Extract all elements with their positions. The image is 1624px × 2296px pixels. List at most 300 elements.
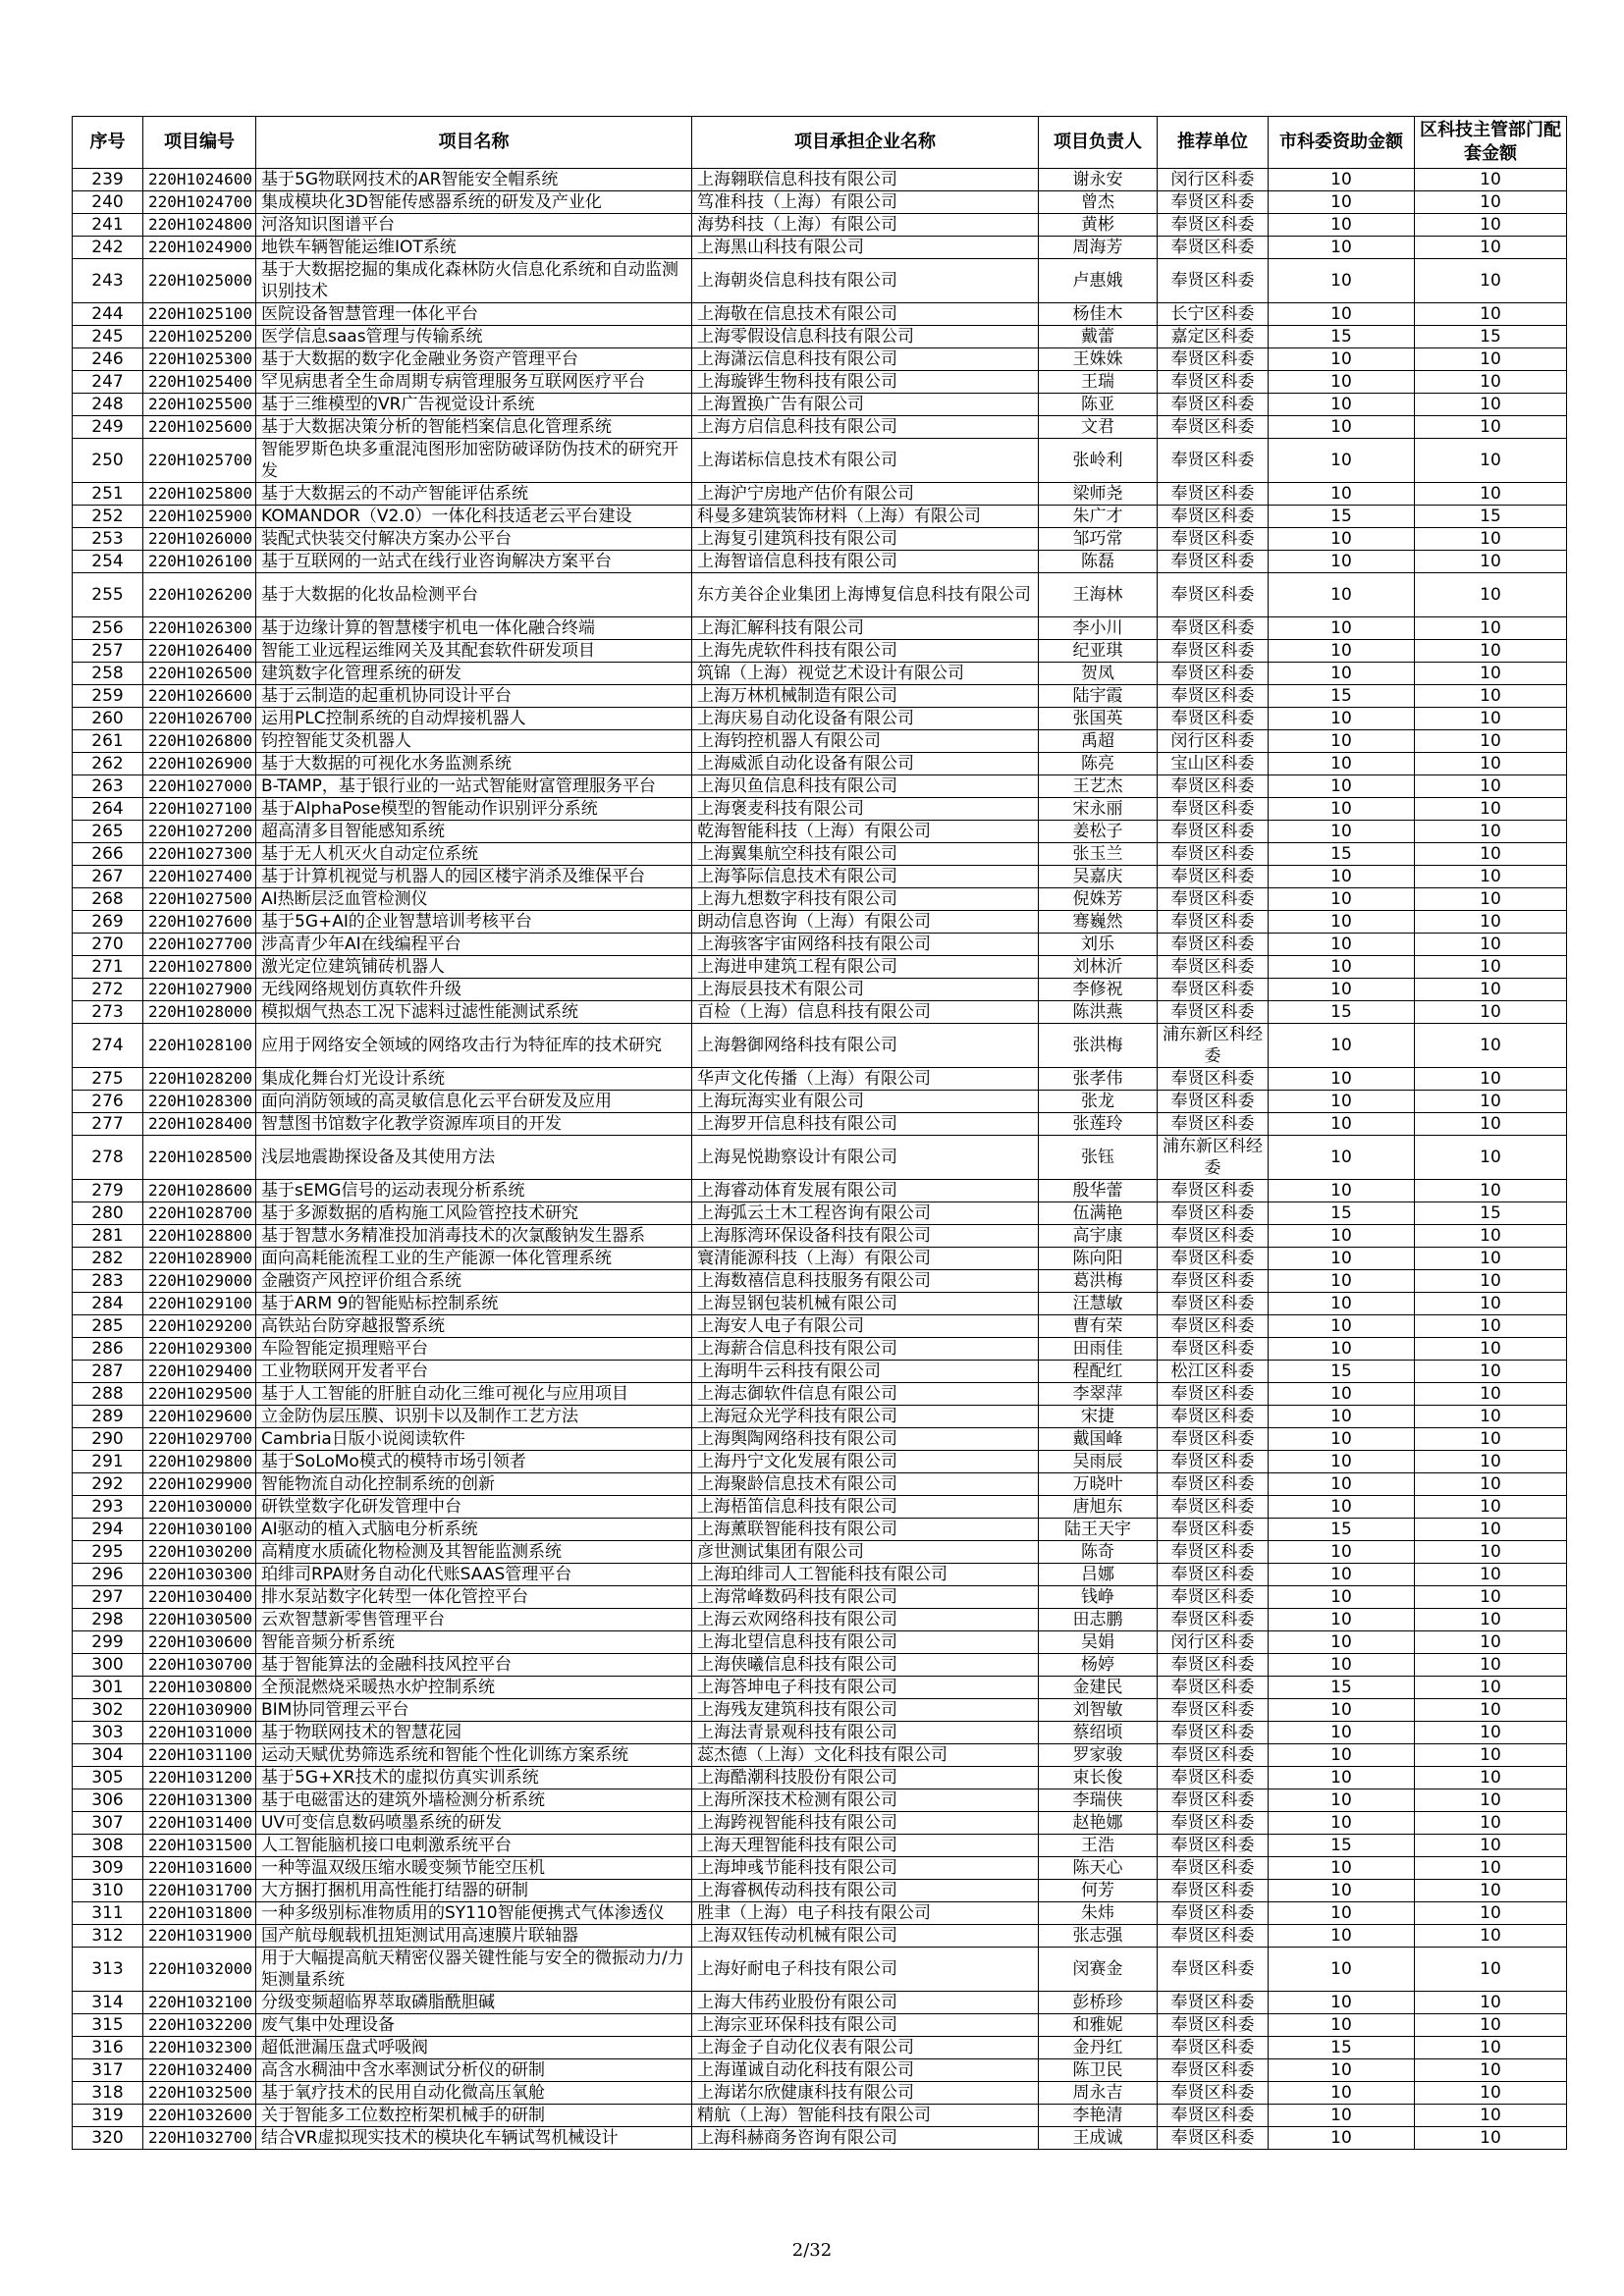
cell-project-code: 220H1026600 <box>143 685 256 708</box>
cell-leader: 戴国峰 <box>1039 1428 1158 1451</box>
table-row <box>73 326 1567 348</box>
cell-company: 上海薰联智能科技有限公司 <box>692 1519 1039 1541</box>
cell-city-funding: 10 <box>1269 394 1415 416</box>
cell-city-funding: 10 <box>1269 1699 1415 1722</box>
cell-project-code: 220H1027800 <box>143 956 256 979</box>
cell-recommender: 奉贤区科委 <box>1158 798 1269 821</box>
cell-city-funding: 10 <box>1269 191 1415 214</box>
cell-project-code: 220H1030300 <box>143 1564 256 1586</box>
cell-company: 上海钧控机器人有限公司 <box>692 730 1039 753</box>
cell-recommender: 奉贤区科委 <box>1158 1451 1269 1473</box>
table-row <box>73 1315 1567 1338</box>
cell-recommender: 奉贤区科委 <box>1158 1880 1269 1902</box>
cell-city-funding: 10 <box>1269 1136 1415 1180</box>
cell-leader: 田志鹏 <box>1039 1609 1158 1631</box>
table-row <box>73 573 1567 617</box>
cell-city-funding: 10 <box>1269 2127 1415 2150</box>
cell-leader: 李小川 <box>1039 617 1158 640</box>
cell-company: 上海睿动体育发展有限公司 <box>692 1180 1039 1202</box>
cell-index: 263 <box>73 775 143 798</box>
cell-district-funding: 10 <box>1415 394 1567 416</box>
table-row <box>73 843 1567 866</box>
table-row <box>73 1722 1567 1744</box>
table-row <box>73 259 1567 303</box>
cell-index: 300 <box>73 1654 143 1677</box>
cell-leader: 周海芳 <box>1039 237 1158 259</box>
cell-district-funding: 10 <box>1415 730 1567 753</box>
cell-leader: 陈洪燕 <box>1039 1001 1158 1024</box>
cell-district-funding: 10 <box>1415 1383 1567 1406</box>
cell-project-name: 集成模块化3D智能传感器系统的研发及产业化 <box>256 191 692 214</box>
cell-district-funding: 10 <box>1415 2014 1567 2037</box>
cell-index: 247 <box>73 371 143 394</box>
table-row <box>73 2014 1567 2037</box>
cell-leader: 王姝姝 <box>1039 348 1158 371</box>
cell-recommender: 浦东新区科经委 <box>1158 1136 1269 1180</box>
cell-project-name: 医学信息saas管理与传输系统 <box>256 326 692 348</box>
cell-company: 上海跨视智能科技有限公司 <box>692 1812 1039 1835</box>
cell-city-funding: 10 <box>1269 1383 1415 1406</box>
cell-recommender: 奉贤区科委 <box>1158 956 1269 979</box>
cell-project-name: 结合VR虚拟现实技术的模块化车辆试驾机械设计 <box>256 2127 692 2150</box>
cell-city-funding: 10 <box>1269 1451 1415 1473</box>
cell-leader: 李瑞侠 <box>1039 1789 1158 1812</box>
cell-index: 285 <box>73 1315 143 1338</box>
cell-city-funding: 10 <box>1269 573 1415 617</box>
table-row <box>73 1744 1567 1767</box>
cell-project-name: 基于边缘计算的智慧楼宇机电一体化融合终端 <box>256 617 692 640</box>
cell-project-code: 220H1026700 <box>143 708 256 730</box>
table-row <box>73 1473 1567 1496</box>
cell-district-funding: 10 <box>1415 1789 1567 1812</box>
cell-city-funding: 10 <box>1269 1068 1415 1091</box>
cell-district-funding: 10 <box>1415 1451 1567 1473</box>
cell-project-name: 应用于网络安全领域的网络攻击行为特征库的技术研究 <box>256 1024 692 1068</box>
cell-district-funding: 10 <box>1415 1541 1567 1564</box>
cell-leader: 吴雨辰 <box>1039 1451 1158 1473</box>
cell-recommender: 奉贤区科委 <box>1158 1406 1269 1428</box>
cell-project-name: 智能物流自动化控制系统的创新 <box>256 1473 692 1496</box>
cell-city-funding: 15 <box>1269 1202 1415 1225</box>
table-row <box>73 483 1567 506</box>
cell-district-funding: 10 <box>1415 416 1567 439</box>
cell-company: 上海璇铧生物科技有限公司 <box>692 371 1039 394</box>
cell-district-funding: 10 <box>1415 1564 1567 1586</box>
cell-city-funding: 10 <box>1269 1767 1415 1789</box>
cell-project-name: 面向消防领域的高灵敏信息化云平台研发及应用 <box>256 1091 692 1113</box>
cell-project-code: 220H1026500 <box>143 663 256 685</box>
cell-district-funding: 10 <box>1415 1091 1567 1113</box>
table-row <box>73 528 1567 551</box>
cell-district-funding: 10 <box>1415 1586 1567 1609</box>
cell-company: 上海玩海实业有限公司 <box>692 1091 1039 1113</box>
cell-leader: 李翠萍 <box>1039 1383 1158 1406</box>
cell-company: 上海罗开信息科技有限公司 <box>692 1113 1039 1136</box>
table-row <box>73 2037 1567 2059</box>
cell-project-code: 220H1028800 <box>143 1225 256 1248</box>
cell-project-name: 超高清多目智能感知系统 <box>256 821 692 843</box>
cell-index: 260 <box>73 708 143 730</box>
cell-company: 上海先虎软件科技有限公司 <box>692 640 1039 663</box>
cell-index: 297 <box>73 1586 143 1609</box>
cell-project-code: 220H1031800 <box>143 1902 256 1925</box>
cell-company: 乾海智能科技（上海）有限公司 <box>692 821 1039 843</box>
cell-district-funding: 10 <box>1415 1473 1567 1496</box>
cell-city-funding: 10 <box>1269 1338 1415 1361</box>
cell-recommender: 奉贤区科委 <box>1158 348 1269 371</box>
table-row <box>73 1451 1567 1473</box>
cell-index: 256 <box>73 617 143 640</box>
cell-recommender: 奉贤区科委 <box>1158 934 1269 956</box>
cell-city-funding: 10 <box>1269 1812 1415 1835</box>
cell-leader: 李修祝 <box>1039 979 1158 1001</box>
cell-leader: 梁师尧 <box>1039 483 1158 506</box>
cell-index: 266 <box>73 843 143 866</box>
cell-company: 上海威派自动化设备有限公司 <box>692 753 1039 775</box>
cell-project-code: 220H1028900 <box>143 1248 256 1270</box>
cell-recommender: 奉贤区科委 <box>1158 1519 1269 1541</box>
cell-index: 248 <box>73 394 143 416</box>
cell-project-code: 220H1028000 <box>143 1001 256 1024</box>
cell-city-funding: 10 <box>1269 348 1415 371</box>
cell-leader: 张国英 <box>1039 708 1158 730</box>
cell-district-funding: 10 <box>1415 214 1567 237</box>
cell-company: 上海零假设信息科技有限公司 <box>692 326 1039 348</box>
cell-project-code: 220H1026400 <box>143 640 256 663</box>
cell-company: 上海金子自动化仪表有限公司 <box>692 2037 1039 2059</box>
cell-index: 262 <box>73 753 143 775</box>
cell-recommender: 奉贤区科委 <box>1158 1202 1269 1225</box>
table-row <box>73 1248 1567 1270</box>
cell-leader: 黄彬 <box>1039 214 1158 237</box>
cell-recommender: 奉贤区科委 <box>1158 1338 1269 1361</box>
cell-project-code: 220H1028200 <box>143 1068 256 1091</box>
cell-district-funding: 10 <box>1415 934 1567 956</box>
cell-index: 274 <box>73 1024 143 1068</box>
cell-leader: 何芳 <box>1039 1880 1158 1902</box>
cell-company: 上海汇解科技有限公司 <box>692 617 1039 640</box>
cell-recommender: 奉贤区科委 <box>1158 1744 1269 1767</box>
cell-recommender: 奉贤区科委 <box>1158 1767 1269 1789</box>
cell-index: 271 <box>73 956 143 979</box>
cell-recommender: 奉贤区科委 <box>1158 483 1269 506</box>
cell-leader: 王瑞 <box>1039 371 1158 394</box>
cell-project-name: 基于智慧水务精准投加消毒技术的次氯酸钠发生器系 <box>256 1225 692 1248</box>
cell-project-code: 220H1025200 <box>143 326 256 348</box>
cell-city-funding: 10 <box>1269 1857 1415 1880</box>
cell-project-code: 220H1028500 <box>143 1136 256 1180</box>
cell-leader: 程配红 <box>1039 1361 1158 1383</box>
cell-city-funding: 10 <box>1269 934 1415 956</box>
cell-leader: 和雅妮 <box>1039 2014 1158 2037</box>
table-row <box>73 1541 1567 1564</box>
cell-company: 上海梧笛信息科技有限公司 <box>692 1496 1039 1519</box>
cell-project-code: 220H1024900 <box>143 237 256 259</box>
cell-district-funding: 10 <box>1415 169 1567 191</box>
cell-project-name: 基于大数据的化妆品检测平台 <box>256 573 692 617</box>
cell-city-funding: 10 <box>1269 1789 1415 1812</box>
cell-district-funding: 10 <box>1415 551 1567 573</box>
cell-city-funding: 10 <box>1269 1315 1415 1338</box>
cell-index: 298 <box>73 1609 143 1631</box>
cell-leader: 曾杰 <box>1039 191 1158 214</box>
cell-project-code: 220H1028600 <box>143 1180 256 1202</box>
cell-leader: 王艺杰 <box>1039 775 1158 798</box>
cell-project-code: 220H1027100 <box>143 798 256 821</box>
table-row <box>73 169 1567 191</box>
cell-leader: 谢永安 <box>1039 169 1158 191</box>
cell-company: 上海舆陶网络科技有限公司 <box>692 1428 1039 1451</box>
cell-company: 蕊杰德（上海）文化科技有限公司 <box>692 1744 1039 1767</box>
cell-district-funding: 10 <box>1415 1609 1567 1631</box>
cell-district-funding: 10 <box>1415 911 1567 934</box>
cell-recommender: 奉贤区科委 <box>1158 663 1269 685</box>
cell-city-funding: 15 <box>1269 685 1415 708</box>
cell-city-funding: 10 <box>1269 439 1415 483</box>
cell-leader: 吴嘉庆 <box>1039 866 1158 888</box>
cell-project-name: 基于云制造的起重机协同设计平台 <box>256 685 692 708</box>
cell-district-funding: 10 <box>1415 1722 1567 1744</box>
cell-district-funding: 10 <box>1415 956 1567 979</box>
cell-company: 上海残友建筑科技有限公司 <box>692 1699 1039 1722</box>
cell-leader: 钱峥 <box>1039 1586 1158 1609</box>
cell-index: 304 <box>73 1744 143 1767</box>
table-row <box>73 1293 1567 1315</box>
cell-company: 上海晃悦勘察设计有限公司 <box>692 1136 1039 1180</box>
cell-district-funding: 10 <box>1415 640 1567 663</box>
table-row <box>73 911 1567 934</box>
cell-project-name: AI驱动的植入式脑电分析系统 <box>256 1519 692 1541</box>
cell-project-name: 超低泄漏压盘式呼吸阀 <box>256 2037 692 2059</box>
table-row <box>73 348 1567 371</box>
cell-company: 上海双钰传动机械有限公司 <box>692 1925 1039 1948</box>
project-table <box>72 116 1567 2150</box>
cell-recommender: 长宁区科委 <box>1158 303 1269 326</box>
cell-company: 上海诺尔欣健康科技有限公司 <box>692 2082 1039 2105</box>
cell-project-code: 220H1025000 <box>143 259 256 303</box>
cell-recommender: 奉贤区科委 <box>1158 617 1269 640</box>
cell-recommender: 奉贤区科委 <box>1158 685 1269 708</box>
cell-city-funding: 10 <box>1269 1248 1415 1270</box>
cell-district-funding: 10 <box>1415 259 1567 303</box>
cell-city-funding: 10 <box>1269 866 1415 888</box>
cell-recommender: 奉贤区科委 <box>1158 1857 1269 1880</box>
table-row <box>73 1609 1567 1631</box>
cell-recommender: 浦东新区科经委 <box>1158 1024 1269 1068</box>
header-company: 项目承担企业名称 <box>692 117 1039 169</box>
cell-city-funding: 10 <box>1269 1113 1415 1136</box>
table-row <box>73 1699 1567 1722</box>
table-row <box>73 237 1567 259</box>
cell-project-name: 基于ARM 9的智能贴标控制系统 <box>256 1293 692 1315</box>
cell-project-name: 基于5G物联网技术的AR智能安全帽系统 <box>256 169 692 191</box>
cell-company: 上海置换广告有限公司 <box>692 394 1039 416</box>
cell-project-code: 220H1032200 <box>143 2014 256 2037</box>
cell-project-code: 220H1031400 <box>143 1812 256 1835</box>
table-row <box>73 303 1567 326</box>
cell-leader: 纪亚琪 <box>1039 640 1158 663</box>
cell-leader: 贺凤 <box>1039 663 1158 685</box>
cell-project-code: 220H1027700 <box>143 934 256 956</box>
cell-company: 上海常峰数码科技有限公司 <box>692 1586 1039 1609</box>
table-row <box>73 1789 1567 1812</box>
cell-project-name: 基于无人机灭火自动定位系统 <box>256 843 692 866</box>
cell-city-funding: 10 <box>1269 1609 1415 1631</box>
cell-city-funding: 10 <box>1269 371 1415 394</box>
cell-city-funding: 10 <box>1269 708 1415 730</box>
cell-company: 上海沪宁房地产估价有限公司 <box>692 483 1039 506</box>
cell-city-funding: 10 <box>1269 1428 1415 1451</box>
cell-recommender: 奉贤区科委 <box>1158 1315 1269 1338</box>
cell-index: 275 <box>73 1068 143 1091</box>
table-row <box>73 1812 1567 1835</box>
cell-project-code: 220H1029200 <box>143 1315 256 1338</box>
cell-company: 朗动信息咨询（上海）有限公司 <box>692 911 1039 934</box>
cell-index: 302 <box>73 1699 143 1722</box>
cell-city-funding: 10 <box>1269 1225 1415 1248</box>
cell-district-funding: 10 <box>1415 821 1567 843</box>
cell-recommender: 奉贤区科委 <box>1158 1925 1269 1948</box>
cell-project-name: 智能音频分析系统 <box>256 1631 692 1654</box>
cell-project-name: 珀绯司RPA财务自动化代账SAAS管理平台 <box>256 1564 692 1586</box>
cell-company: 上海数禧信息科技服务有限公司 <box>692 1270 1039 1293</box>
cell-district-funding: 10 <box>1415 1248 1567 1270</box>
cell-index: 239 <box>73 169 143 191</box>
cell-project-name: 面向高耗能流程工业的生产能源一体化管理系统 <box>256 1248 692 1270</box>
header-city-funding: 市科委资助金额 <box>1269 117 1415 169</box>
cell-project-code: 220H1027000 <box>143 775 256 798</box>
cell-index: 244 <box>73 303 143 326</box>
cell-city-funding: 10 <box>1269 1925 1415 1948</box>
cell-project-name: 模拟烟气热态工况下滤料过滤性能测试系统 <box>256 1001 692 1024</box>
cell-company: 上海方启信息科技有限公司 <box>692 416 1039 439</box>
cell-company: 上海昱钢包装机械有限公司 <box>692 1293 1039 1315</box>
cell-project-name: 云欢智慧新零售管理平台 <box>256 1609 692 1631</box>
cell-leader: 张孝伟 <box>1039 1068 1158 1091</box>
cell-city-funding: 10 <box>1269 753 1415 775</box>
cell-leader: 曹有荣 <box>1039 1315 1158 1338</box>
cell-city-funding: 10 <box>1269 1564 1415 1586</box>
cell-city-funding: 10 <box>1269 617 1415 640</box>
cell-index: 287 <box>73 1361 143 1383</box>
cell-leader: 张志强 <box>1039 1925 1158 1948</box>
cell-recommender: 奉贤区科委 <box>1158 214 1269 237</box>
cell-leader: 张岭利 <box>1039 439 1158 483</box>
cell-project-code: 220H1030600 <box>143 1631 256 1654</box>
cell-company: 上海万林机械制造有限公司 <box>692 685 1039 708</box>
table-header-row <box>73 117 1567 169</box>
cell-city-funding: 10 <box>1269 888 1415 911</box>
cell-project-name: 基于物联网技术的智慧花园 <box>256 1722 692 1744</box>
table-row <box>73 1383 1567 1406</box>
cell-city-funding: 10 <box>1269 1024 1415 1068</box>
cell-district-funding: 10 <box>1415 1361 1567 1383</box>
cell-project-name: KOMANDOR（V2.0）一体化科技适老云平台建设 <box>256 506 692 528</box>
table-row <box>73 821 1567 843</box>
cell-leader: 王海林 <box>1039 573 1158 617</box>
cell-recommender: 奉贤区科委 <box>1158 911 1269 934</box>
cell-recommender: 松江区科委 <box>1158 1361 1269 1383</box>
cell-project-code: 220H1029600 <box>143 1406 256 1428</box>
cell-company: 上海庆易自动化设备有限公司 <box>692 708 1039 730</box>
cell-city-funding: 15 <box>1269 326 1415 348</box>
cell-project-name: 基于SoLoMo模式的模特市场引领者 <box>256 1451 692 1473</box>
table-row <box>73 1406 1567 1428</box>
table-row <box>73 1024 1567 1068</box>
cell-city-funding: 10 <box>1269 821 1415 843</box>
cell-district-funding: 10 <box>1415 1270 1567 1293</box>
cell-index: 240 <box>73 191 143 214</box>
cell-recommender: 奉贤区科委 <box>1158 1001 1269 1024</box>
cell-leader: 张龙 <box>1039 1091 1158 1113</box>
cell-project-name: 全预混燃烧采暖热水炉控制系统 <box>256 1677 692 1699</box>
cell-project-name: BIM协同管理云平台 <box>256 1699 692 1722</box>
cell-city-funding: 15 <box>1269 1835 1415 1857</box>
cell-leader: 彭桥珍 <box>1039 1992 1158 2014</box>
table-row <box>73 1068 1567 1091</box>
cell-city-funding: 10 <box>1269 1091 1415 1113</box>
cell-index: 251 <box>73 483 143 506</box>
cell-recommender: 奉贤区科委 <box>1158 1677 1269 1699</box>
cell-project-name: 排水泵站数字化转型一体化管控平台 <box>256 1586 692 1609</box>
cell-index: 253 <box>73 528 143 551</box>
cell-leader: 陈磊 <box>1039 551 1158 573</box>
cell-project-name: 基于大数据决策分析的智能档案信息化管理系统 <box>256 416 692 439</box>
cell-index: 286 <box>73 1338 143 1361</box>
header-project-code: 项目编号 <box>143 117 256 169</box>
cell-project-name: 基于智能算法的金融科技风控平台 <box>256 1654 692 1677</box>
cell-leader: 宋捷 <box>1039 1406 1158 1428</box>
cell-leader: 文君 <box>1039 416 1158 439</box>
cell-district-funding: 10 <box>1415 1225 1567 1248</box>
table-row <box>73 1496 1567 1519</box>
cell-leader: 陈亮 <box>1039 753 1158 775</box>
cell-project-name: 立金防伪层压膜、识别卡以及制作工艺方法 <box>256 1406 692 1428</box>
cell-project-code: 220H1025100 <box>143 303 256 326</box>
header-district-funding: 区科技主管部门配套金额 <box>1415 117 1567 169</box>
cell-city-funding: 10 <box>1269 2082 1415 2105</box>
cell-project-code: 220H1027400 <box>143 866 256 888</box>
cell-company: 上海磐御网络科技有限公司 <box>692 1024 1039 1068</box>
table-row <box>73 1001 1567 1024</box>
cell-index: 245 <box>73 326 143 348</box>
table-row <box>73 640 1567 663</box>
cell-project-name: 一种等温双级压缩水暖变频节能空压机 <box>256 1857 692 1880</box>
cell-leader: 蔡绍顷 <box>1039 1722 1158 1744</box>
cell-index: 283 <box>73 1270 143 1293</box>
cell-index: 272 <box>73 979 143 1001</box>
cell-project-code: 220H1024600 <box>143 169 256 191</box>
cell-city-funding: 10 <box>1269 1541 1415 1564</box>
cell-company: 上海法青景观科技有限公司 <box>692 1722 1039 1744</box>
cell-index: 279 <box>73 1180 143 1202</box>
cell-recommender: 奉贤区科委 <box>1158 1699 1269 1722</box>
cell-leader: 周永吉 <box>1039 2082 1158 2105</box>
cell-district-funding: 10 <box>1415 303 1567 326</box>
cell-leader: 田雨佳 <box>1039 1338 1158 1361</box>
cell-leader: 卢惠娥 <box>1039 259 1158 303</box>
cell-leader: 张玉兰 <box>1039 843 1158 866</box>
cell-project-code: 220H1032600 <box>143 2105 256 2127</box>
cell-city-funding: 10 <box>1269 551 1415 573</box>
cell-leader: 吕娜 <box>1039 1564 1158 1586</box>
cell-leader: 伍满艳 <box>1039 1202 1158 1225</box>
cell-project-code: 220H1028400 <box>143 1113 256 1136</box>
cell-index: 257 <box>73 640 143 663</box>
cell-leader: 张钰 <box>1039 1136 1158 1180</box>
cell-leader: 陆王天宇 <box>1039 1519 1158 1541</box>
cell-recommender: 奉贤区科委 <box>1158 416 1269 439</box>
